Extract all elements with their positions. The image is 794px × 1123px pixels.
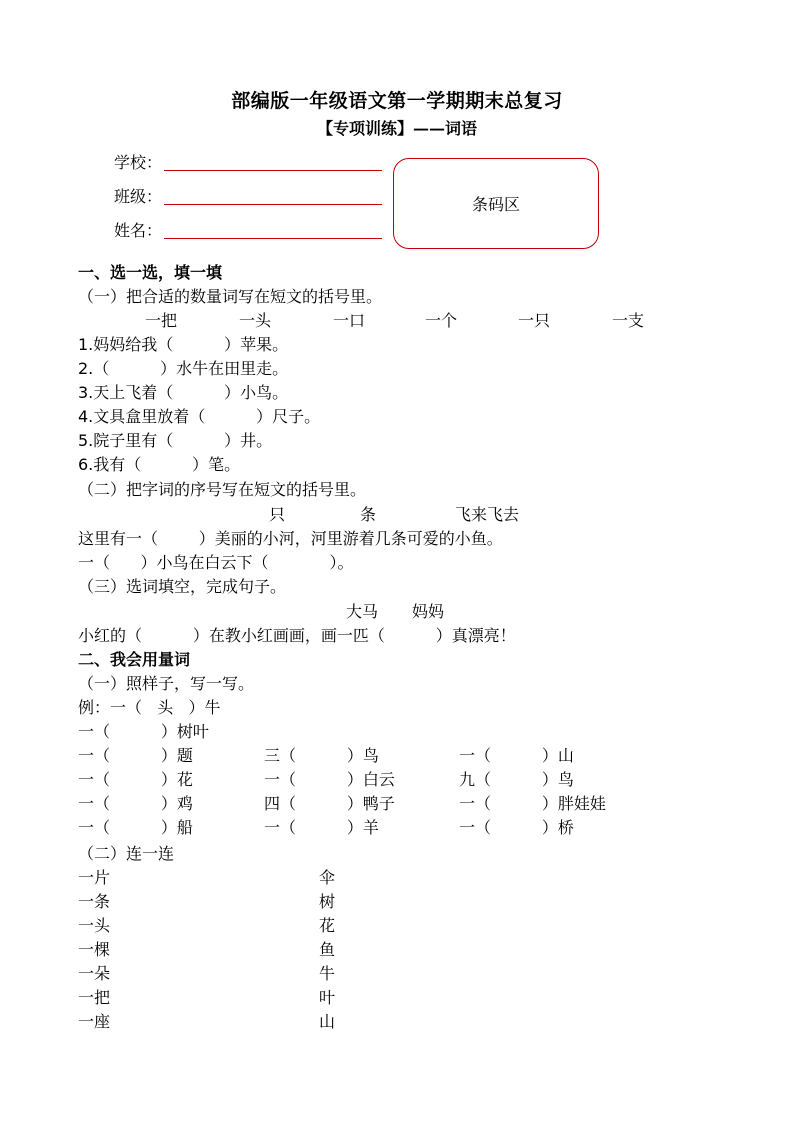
question-item[interactable]: 一（ ）鸡 <box>78 794 193 813</box>
school-field[interactable] <box>114 150 382 173</box>
option-item: 条 <box>360 505 377 524</box>
option-item: 一把 <box>145 311 178 330</box>
name-label: 姓名： <box>114 221 163 240</box>
question-item[interactable]: 4.文具盒里放着（ ）尺子。 <box>78 407 321 426</box>
class-label: 班级： <box>114 187 163 206</box>
match-right-item[interactable]: 牛 <box>319 964 336 983</box>
question-item[interactable]: 四（ ）鸭子 <box>264 794 395 813</box>
question-item[interactable]: 2.（ ）水牛在田里走。 <box>78 359 289 378</box>
match-right-item[interactable]: 山 <box>319 1012 336 1031</box>
match-right-item[interactable]: 伞 <box>319 868 336 887</box>
match-left-item[interactable]: 一座 <box>78 1012 111 1031</box>
option-item: 一头 <box>239 311 272 330</box>
page-title: 部编版一年级语文第一学期期末总复习 <box>231 90 563 112</box>
question-item[interactable]: 1.妈妈给我（ ）苹果。 <box>78 335 289 354</box>
option-item: 一支 <box>612 311 645 330</box>
question-item[interactable]: 这里有一（ ）美丽的小河，河里游着几条可爱的小鱼。 <box>78 529 503 548</box>
match-right-item[interactable]: 花 <box>319 916 336 935</box>
match-right-item[interactable]: 鱼 <box>319 940 336 959</box>
class-line[interactable] <box>164 204 382 205</box>
barcode-label: 条码区 <box>471 195 520 214</box>
match-left-item[interactable]: 一棵 <box>78 940 111 959</box>
part1-heading: 一、选一选，填一填 <box>78 263 223 282</box>
question-item[interactable]: 一（ ）题 <box>78 746 193 765</box>
part1-sub2-instruction: （二）把字词的序号写在短文的括号里。 <box>78 480 367 499</box>
class-field[interactable] <box>114 184 382 207</box>
part2-heading: 二、我会用量词 <box>78 650 191 669</box>
option-item: 一只 <box>518 311 551 330</box>
part2-sub2-instruction: （二）连一连 <box>78 844 175 863</box>
match-left-item[interactable]: 一头 <box>78 916 111 935</box>
match-left-item[interactable]: 一片 <box>78 868 111 887</box>
school-line[interactable] <box>164 170 382 171</box>
question-item[interactable]: 一（ ）白云 <box>264 770 395 789</box>
example-line: 例：一（ 头 ）牛 <box>78 698 221 717</box>
question-item[interactable]: 一（ ）羊 <box>264 818 379 837</box>
option-item: 一口 <box>333 311 366 330</box>
question-item[interactable]: 5.院子里有（ ）井。 <box>78 431 273 450</box>
part1-sub3-instruction: （三）选词填空，完成句子。 <box>78 577 287 596</box>
match-left-item[interactable]: 一把 <box>78 988 111 1007</box>
question-item[interactable]: 九（ ）鸟 <box>459 770 574 789</box>
part2-sub1-instruction: （一）照样子，写一写。 <box>78 674 255 693</box>
question-item[interactable]: 3.天上飞着（ ）小鸟。 <box>78 383 289 402</box>
option-item: 大马 <box>346 602 379 621</box>
question-item[interactable]: 一（ ）胖娃娃 <box>459 794 606 813</box>
option-item: 飞来飞去 <box>455 505 520 524</box>
option-item: 只 <box>269 505 286 524</box>
question-item[interactable]: 6.我有（ ）笔。 <box>78 455 241 474</box>
name-line[interactable] <box>164 238 382 239</box>
question-item[interactable]: 一（ ）小鸟在白云下（ ）。 <box>78 553 354 572</box>
match-right-item[interactable]: 树 <box>319 892 336 911</box>
school-label: 学校： <box>114 153 163 172</box>
page-subtitle: 【专项训练】——词语 <box>316 119 477 138</box>
match-left-item[interactable]: 一条 <box>78 892 111 911</box>
barcode-area <box>393 158 599 249</box>
question-item[interactable]: 一（ ）山 <box>459 746 574 765</box>
match-left-item[interactable]: 一朵 <box>78 964 111 983</box>
part1-sub1-instruction: （一）把合适的数量词写在短文的括号里。 <box>78 287 383 306</box>
question-item[interactable]: 一（ ）花 <box>78 770 193 789</box>
question-item[interactable]: 小红的（ ）在教小红画画，画一匹（ ）真漂亮！ <box>78 626 516 645</box>
match-right-item[interactable]: 叶 <box>319 988 336 1007</box>
question-item[interactable]: 一（ ）船 <box>78 818 193 837</box>
question-item[interactable]: 一（ ）树叶 <box>78 722 209 741</box>
question-item[interactable]: 三（ ）鸟 <box>264 746 379 765</box>
option-item: 一个 <box>425 311 458 330</box>
option-item: 妈妈 <box>412 602 445 621</box>
question-item[interactable]: 一（ ）桥 <box>459 818 574 837</box>
name-field[interactable] <box>114 218 382 241</box>
